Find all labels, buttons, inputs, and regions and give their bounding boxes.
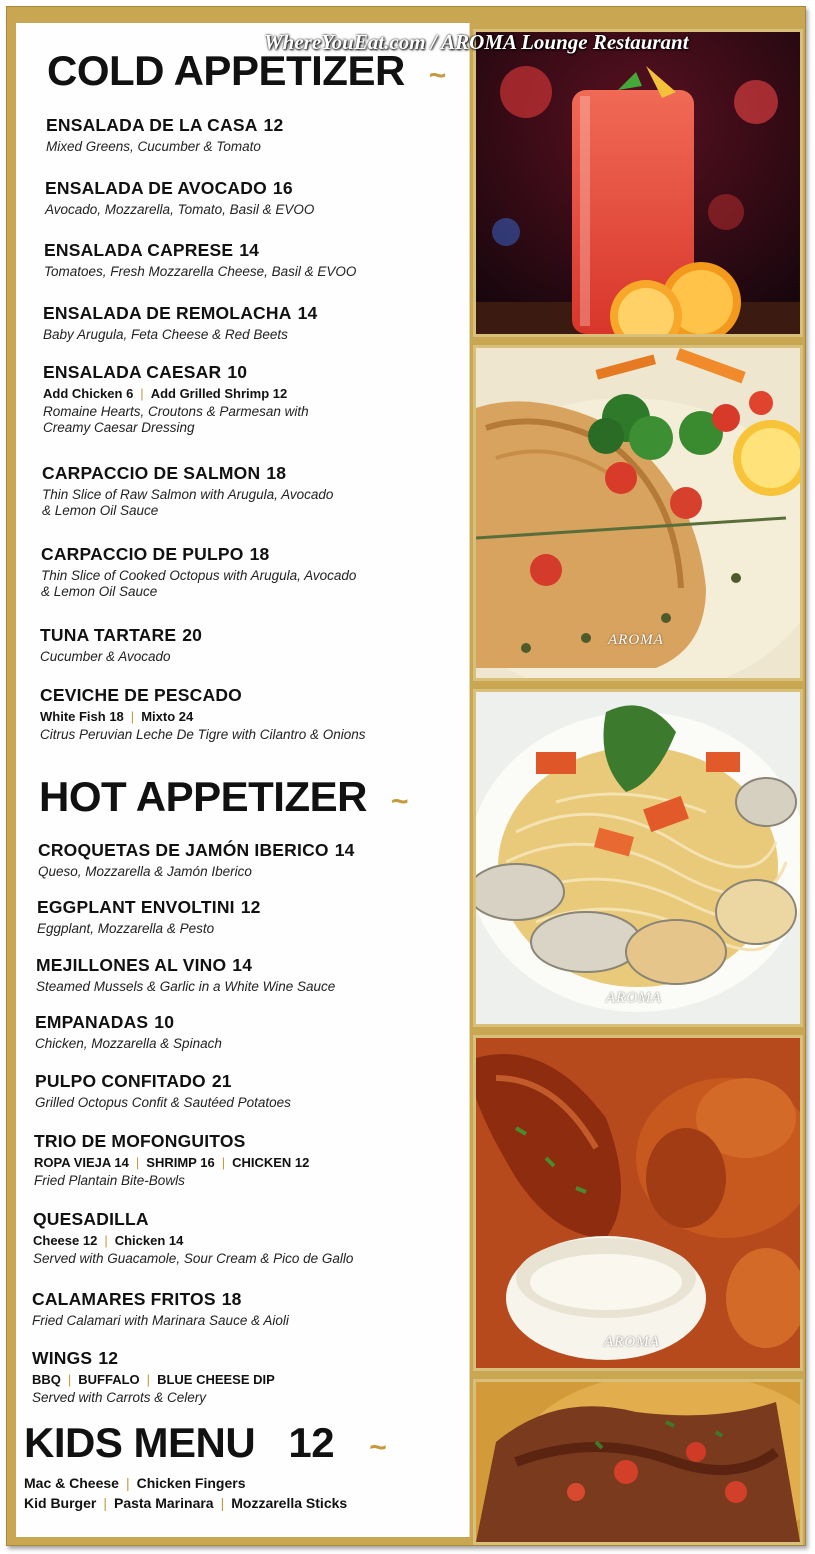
menu-item [43,303,463,343]
item-description: Grilled Octopus Confit & Sautéed Potatoes [35,1095,291,1110]
item-name: CARPACCIO DE SALMON [42,463,261,483]
item-description: Steamed Mussels & Garlic in a White Wine Sauce [36,979,336,994]
item-price: 10 [227,362,248,382]
item-description-line: Thin Slice of Raw Salmon with Arugula, Avocado [42,487,334,502]
separator: | [67,1372,72,1387]
item-name: ENSALADA DE AVOCADO [45,178,267,198]
item-name: QUESADILLA [33,1209,149,1229]
item-name: ENSALADA DE LA CASA [46,115,258,135]
item-description: Baby Arugula, Feta Cheese & Red Beets [43,327,288,342]
photo-column [473,29,807,1545]
separator: | [103,1495,107,1511]
menu-item [42,463,462,519]
aroma-logo: AROMA [608,632,664,648]
kids-menu-line [24,1495,347,1511]
menu-sheet [6,6,806,1546]
item-price: 16 [272,178,293,198]
item-name: EMPANADAS [35,1012,149,1032]
item-description: Citrus Peruvian Leche De Tigre with Cilantro & Onions [40,727,366,742]
item-description: Fried Calamari with Marinara Sauce & Aioli [32,1313,289,1328]
item-description-line: Romaine Hearts, Croutons & Parmesan with [43,404,309,419]
item-description-line: & Lemon Oil Sauce [42,503,159,518]
menu-item [35,1071,455,1111]
item-price: 10 [154,1012,175,1032]
item-name: PULPO CONFITADO [35,1071,206,1091]
item-description: Mixed Greens, Cucumber & Tomato [46,139,261,154]
item-description: Cucumber & Avocado [40,649,171,664]
item-price: 18 [249,544,270,564]
item-option: White Fish 18 [40,709,124,724]
kids-menu-line [24,1475,246,1491]
separator: | [220,1495,225,1511]
pasta-image [476,692,800,1024]
menu-item [35,1012,455,1052]
item-name: ENSALADA CAESAR [43,362,222,382]
cocktail-photo [473,29,803,337]
item-description-line: & Lemon Oil Sauce [41,584,158,599]
item-description-line: Thin Slice of Cooked Octopus with Arugula, Avocado [41,568,357,583]
wings-image [476,1038,800,1368]
item-option: Add Chicken 6 [43,386,134,401]
item-description: Queso, Mozzarella & Jamón Iberico [38,864,252,879]
item-option: BUFFALO [78,1372,140,1387]
pasta-photo [473,689,803,1027]
menu-item [33,1209,453,1267]
item-option: BLUE CHEESE DIP [157,1372,275,1387]
item-name: EGGPLANT ENVOLTINI [37,897,235,917]
menu-item [41,544,461,600]
item-description: Served with Carrots & Celery [32,1390,207,1405]
item-description [42,487,462,519]
cold-appetizer-title: COLD APPETIZER [47,47,405,94]
item-name: TRIO DE MOFONGUITOS [34,1131,246,1151]
item-description: Fried Plantain Bite-Bowls [34,1173,185,1188]
item-price: 18 [221,1289,242,1309]
item-name: CALAMARES FRITOS [32,1289,216,1309]
item-price: 21 [211,1071,232,1091]
item-name: ENSALADA DE REMOLACHA [43,303,292,323]
item-description: Avocado, Mozzarella, Tomato, Basil & EVOO [45,202,315,217]
item-price: 14 [297,303,318,323]
separator: | [104,1233,108,1248]
menu-item [36,955,456,995]
mofonguitos-image [476,1382,800,1542]
kids-item: Mozzarella Sticks [231,1495,348,1511]
menu-item [32,1289,452,1329]
menu-item [40,625,460,665]
separator: | [221,1155,226,1170]
kids-item: Mac & Cheese [24,1475,119,1491]
tilde-ornament: ~ [390,785,408,818]
wings-photo [473,1035,803,1371]
fish-dish-image [476,348,800,678]
menu-item [37,897,457,937]
item-description: Served with Guacamole, Sour Cream & Pico de Gallo [33,1251,354,1266]
item-price: 14 [334,840,355,860]
watermark-text: WhereYouEat.com / AROMA Lounge Restaurant [264,30,689,54]
separator: | [130,709,135,724]
item-price: 18 [266,463,287,483]
menu-item [44,240,464,280]
item-description [43,404,463,436]
item-price: 12 [263,115,284,135]
item-option: Mixto 24 [141,709,194,724]
item-description: Eggplant, Mozzarella & Pesto [37,921,215,936]
item-option: CHICKEN 12 [232,1155,310,1170]
aroma-logo: AROMA [606,990,662,1006]
item-option: Chicken 14 [114,1233,184,1248]
aroma-logo: AROMA [604,1334,660,1350]
item-option: Cheese 12 [33,1233,98,1248]
separator: | [140,386,144,401]
item-name: WINGS [32,1348,93,1368]
item-price: 14 [232,955,253,975]
item-price: 12 [98,1348,119,1368]
hot-appetizer-heading [39,773,408,821]
item-option: BBQ [32,1372,61,1387]
tilde-ornament: ~ [369,1431,387,1464]
item-description: Chicken, Mozzarella & Spinach [35,1036,222,1051]
item-option: SHRIMP 16 [146,1155,215,1170]
fish-dish-photo [473,345,803,681]
item-description: Tomatoes, Fresh Mozzarella Cheese, Basil & EVOO [44,264,357,279]
item-price: 20 [182,625,203,645]
item-name: TUNA TARTARE [40,625,177,645]
item-name: CROQUETAS DE JAMÓN IBERICO [38,840,329,860]
mofonguitos-photo [473,1379,803,1545]
item-price: 12 [240,897,261,917]
menu-item [38,840,458,880]
kids-item: Pasta Marinara [113,1495,214,1511]
tilde-ornament: ~ [428,59,446,92]
separator: | [146,1372,151,1387]
separator: | [125,1475,130,1491]
menu-text-panel [16,23,470,1537]
item-option: ROPA VIEJA 14 [34,1155,129,1170]
item-description-line: Creamy Caesar Dressing [43,420,195,435]
item-description [41,568,461,600]
menu-item [46,115,466,155]
kids-item: Kid Burger [24,1495,97,1511]
menu-item [45,178,465,218]
item-name: ENSALADA CAPRESE [44,240,234,260]
kids-menu-price: 12 [288,1419,335,1466]
item-option: Add Grilled Shrimp 12 [150,386,288,401]
separator: | [135,1155,140,1170]
kids-menu-title: KIDS MENU [24,1419,256,1466]
item-name: CEVICHE DE PESCADO [40,685,242,705]
menu-item [43,362,463,436]
kids-menu-heading [24,1419,386,1467]
kids-item: Chicken Fingers [136,1475,246,1491]
menu-item [34,1131,454,1189]
hot-appetizer-title: HOT APPETIZER [39,773,367,820]
item-name: CARPACCIO DE PULPO [41,544,244,564]
item-price: 14 [239,240,260,260]
menu-item [40,685,460,743]
menu-item [32,1348,452,1406]
item-name: MEJILLONES AL VINO [36,955,227,975]
cocktail-image [476,32,800,334]
